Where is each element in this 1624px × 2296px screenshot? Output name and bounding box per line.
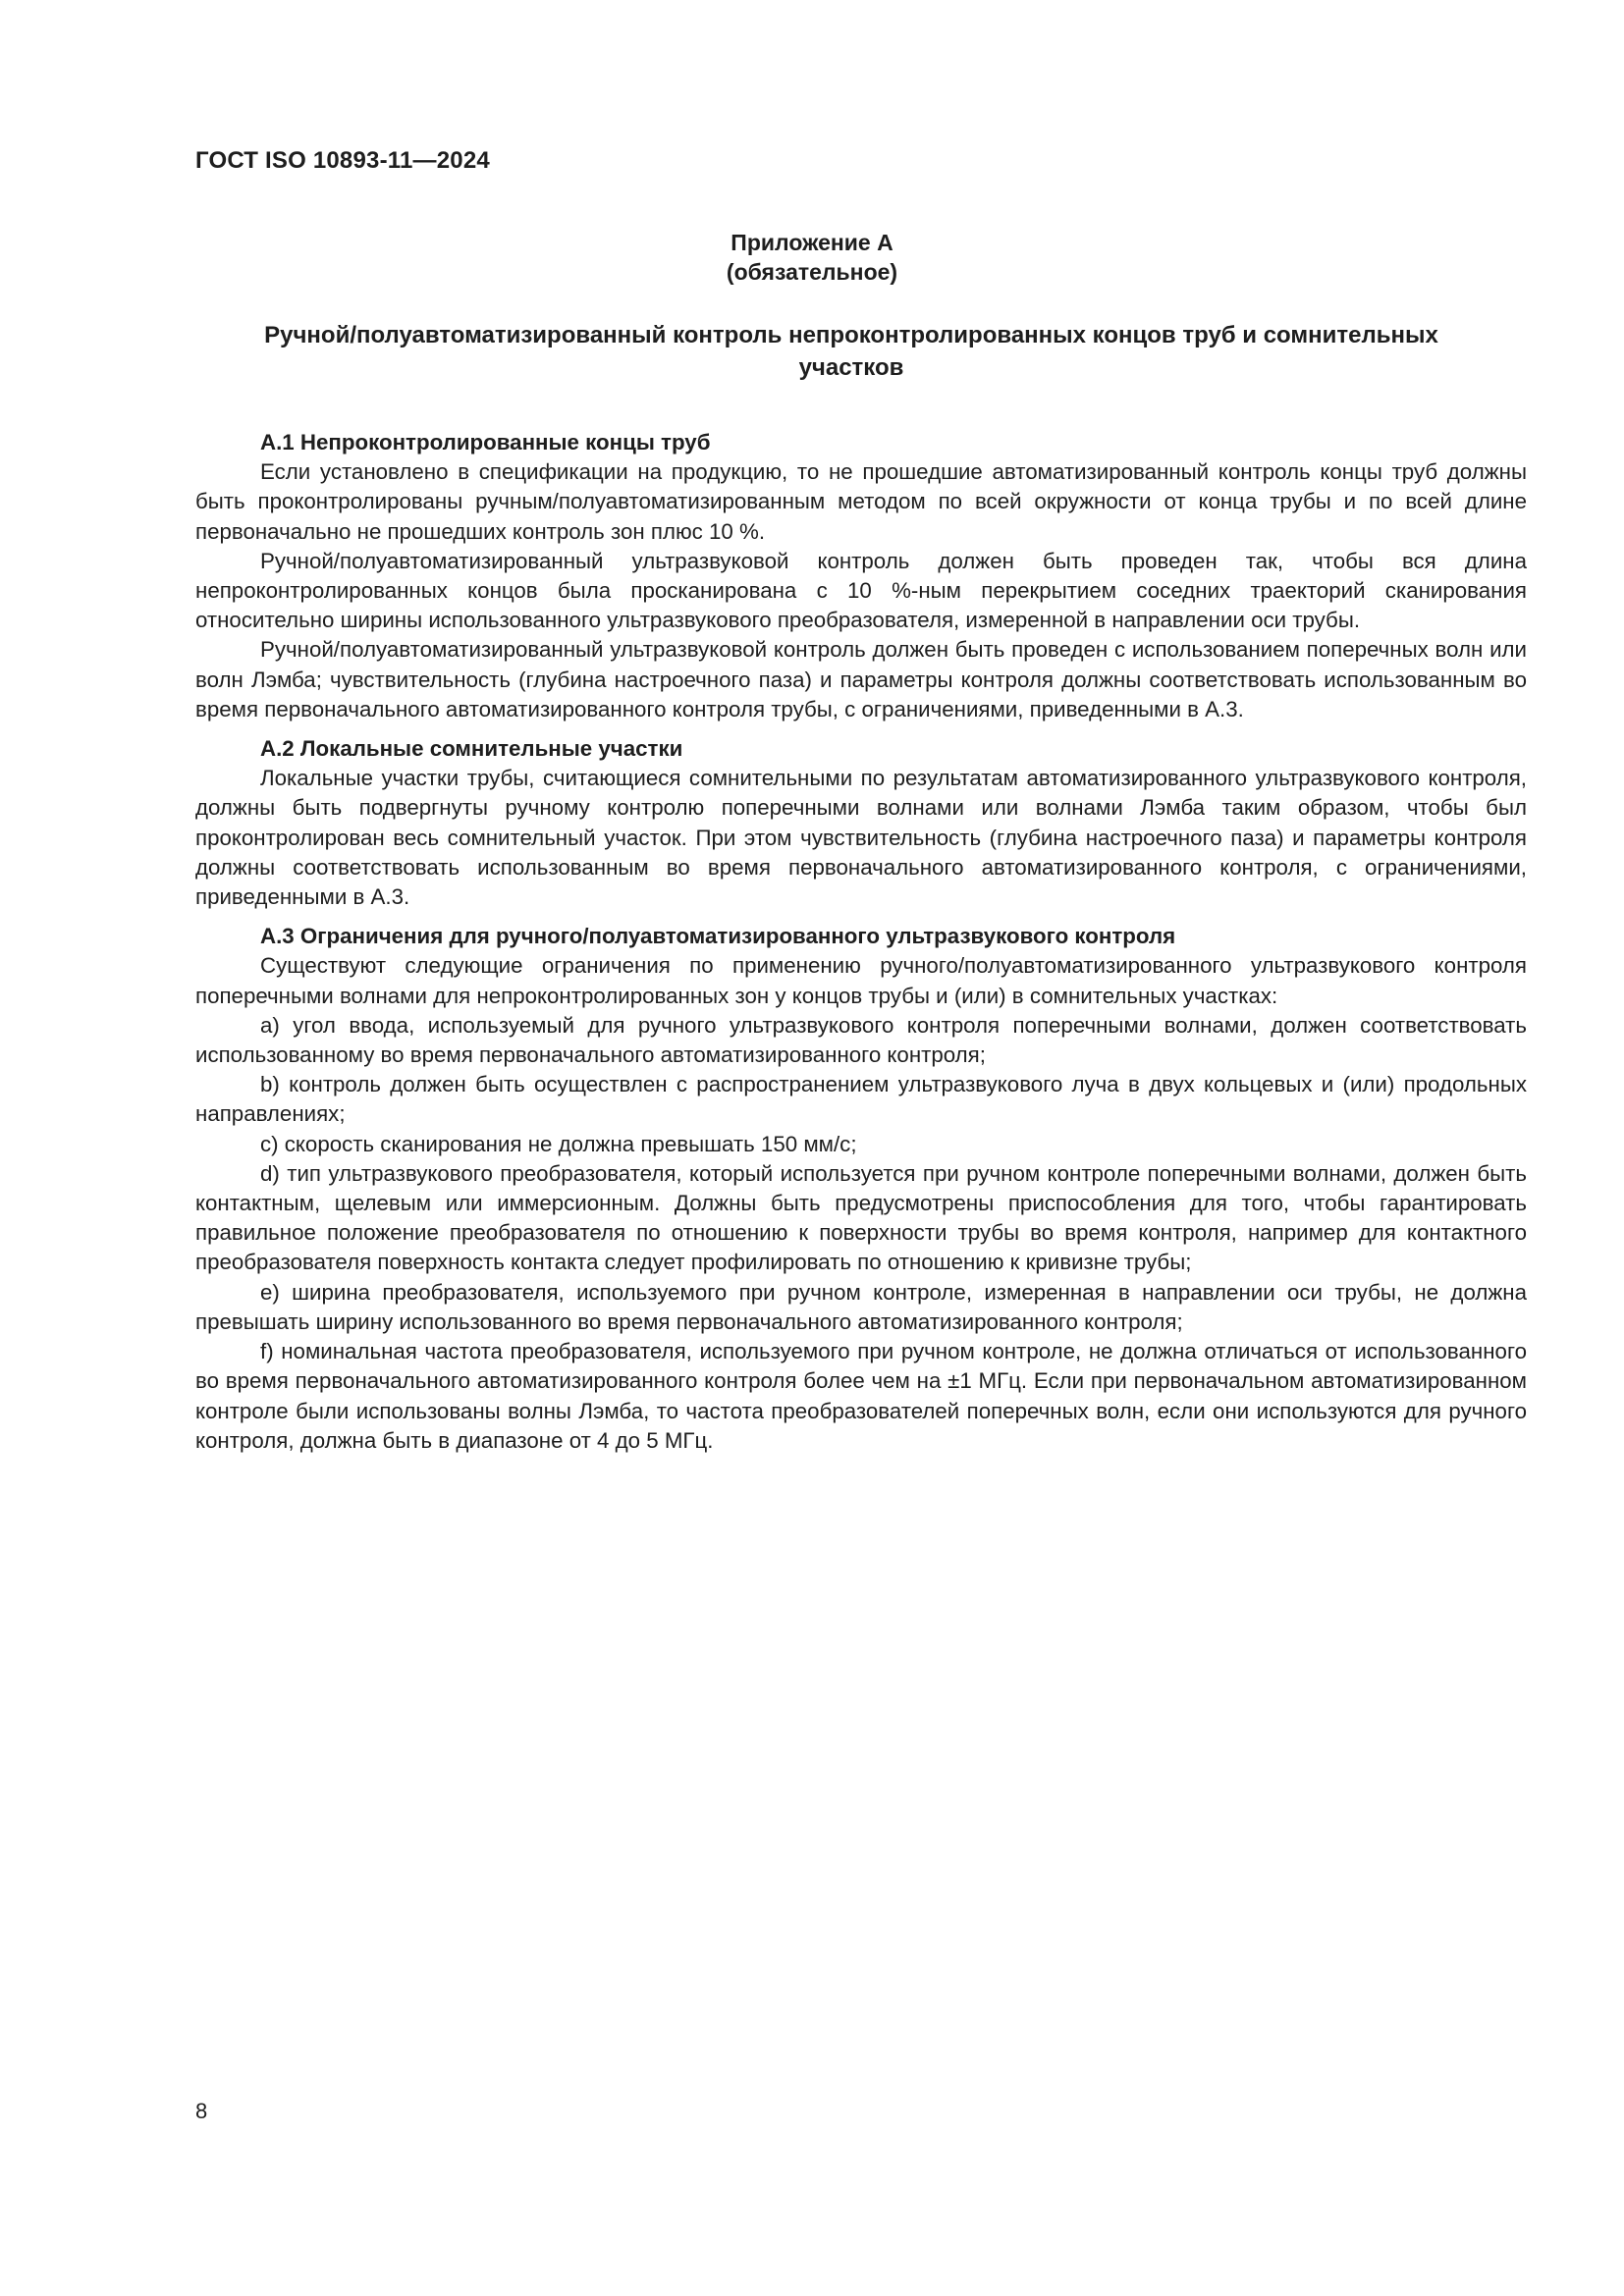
list-item-a: a) угол ввода, используемый для ручного ультразвукового контроля поперечными волнами, должен соответствовать использованному во время первоначального автоматизированного контроля; xyxy=(195,1012,1527,1068)
section-heading: А.1 Непроконтролированные концы труб xyxy=(260,430,711,454)
annex-label: Приложение А xyxy=(731,230,893,255)
annex-title: Ручной/полуавтоматизированный контроль непроконтролированных концов труб и сомнительных участков xyxy=(264,322,1438,381)
document-id-header: ГОСТ ISO 10893-11—2024 xyxy=(195,147,490,174)
list-item-e: e) ширина преобразователя, используемого при ручном контроле, измеренная в направлении оси трубы, не должна превышать ширину использованного во время первоначального автоматизированного контроля; xyxy=(195,1279,1527,1334)
list-item-b: b) контроль должен быть осуществлен с распространением ультразвукового луча в двух кольцевых и (или) продольных направлениях; xyxy=(195,1072,1527,1127)
section-a2 xyxy=(195,734,1527,912)
document-body xyxy=(195,428,1527,1456)
list-item-f: f) номинальная частота преобразователя, используемого при ручном контроле, не должна отличаться от использованного во время первоначального автоматизированного контроля более чем на ±1 МГц. Если при первоначальном автоматизированном контроле были использованы волны Лэмба, то частота преобразователей поперечных волн, если они используются для ручного контроля, должна быть в диапазоне от 4 до 5 МГц. xyxy=(195,1339,1527,1453)
paragraph: Существуют следующие ограничения по применению ручного/полуавтоматизированного ультразвукового контроля поперечными волнами для непроконтролированных зон у концов трубы и (или) в сомнительных участках: xyxy=(195,953,1527,1008)
list-item-c: c) скорость сканирования не должна превышать 150 мм/с; xyxy=(260,1131,857,1156)
paragraph: Ручной/полуавтоматизированный ультразвуковой контроль должен быть проведен с использованием поперечных волн или волн Лэмба; чувствительность (глубина настроечного паза) и параметры контроля должны соответствовать использованным во время первоначального автоматизированного контроля трубы, с ограничениями, приведенными в А.3. xyxy=(195,637,1527,721)
section-a1 xyxy=(195,428,1527,724)
list-item-d: d) тип ультразвукового преобразователя, который используется при ручном контроле поперечными волнами, должен быть контактным, щелевым или иммерсионным. Должны быть предусмотрены приспособления для того, чтобы гарантировать правильное положение преобразователя по отношению к поверхности трубы во время контроля, например для контактного преобразователя поверхность контакта следует профилировать по отношению к кривизне трубы; xyxy=(195,1160,1527,1275)
paragraph: Локальные участки трубы, считающиеся сомнительными по результатам автоматизированного ультразвукового контроля, должны быть подвергнуты ручному контролю поперечными волнами или волнами Лэмба таким образом, чтобы был проконтролирован весь сомнительный участок. При этом чувствительность (глубина настроечного паза) и параметры контроля должны соответствовать использованным во время первоначального автоматизированного контроля, с ограничениями, приведенными в А.3. xyxy=(195,766,1527,910)
page-number: 8 xyxy=(195,2099,208,2123)
section-a3 xyxy=(195,922,1527,1456)
section-heading: А.2 Локальные сомнительные участки xyxy=(260,736,683,762)
annex-status: (обязательное) xyxy=(726,259,898,285)
section-heading: А.3 Ограничения для ручного/полуавтоматизированного ультразвукового контроля xyxy=(260,924,1176,949)
paragraph: Ручной/полуавтоматизированный ультразвуковой контроль должен быть проведен так, чтобы вся длина непроконтролированных концов была просканирована с 10 %-ным перекрытием соседних траекторий сканирования относительно ширины использованного ультразвукового преобразователя, измеренной в направлении оси трубы. xyxy=(195,548,1527,633)
paragraph: Если установлено в спецификации на продукцию, то не прошедшие автоматизированный контроль концы труб должны быть проконтролированы ручным/полуавтоматизированным методом по всей окружности от конца трубы и по всей длине первоначально не прошедших контроль зон плюс 10 %. xyxy=(195,459,1527,544)
